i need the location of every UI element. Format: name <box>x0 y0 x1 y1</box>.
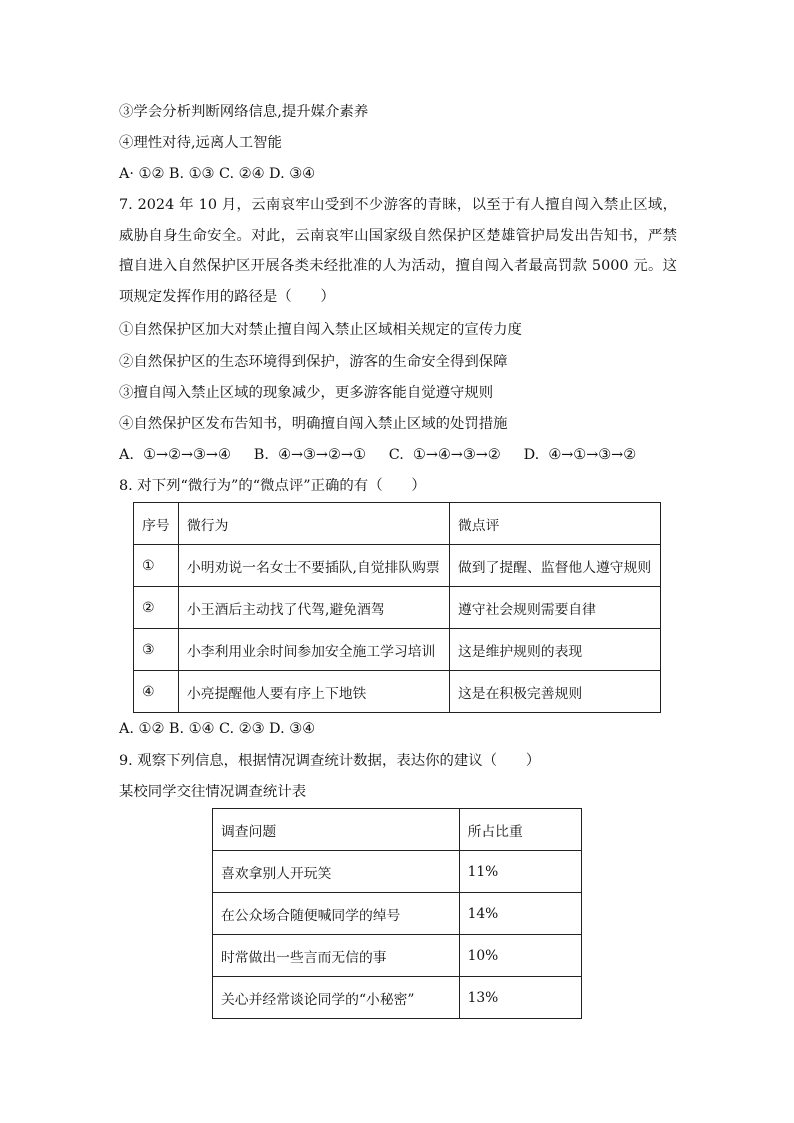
table-row <box>213 935 582 977</box>
q7-item-4: ④自然保护区发布告知书，明确擅自闯入禁止区域的处罚措施 <box>119 416 508 432</box>
table-row <box>134 629 661 671</box>
table-row <box>213 851 582 893</box>
q6-options: A· ①② B. ①③ C. ②④ D. ③④ <box>119 166 316 182</box>
q8-stem: 8. 对下列“微行为”的“微点评”正确的有（ ） <box>119 478 426 494</box>
table-cell: 关心并经常谈论同学的“小秘密” <box>213 977 460 1019</box>
q9-stem: 9. 观察下列信息，根据情况调查统计数据，表达你的建议（ ） <box>119 753 541 769</box>
q6-item-3: ③学会分析判断网络信息,提升媒介素养 <box>119 104 369 120</box>
table-header-cell: 所占比重 <box>459 809 581 851</box>
q6-item-4: ④理性对待,远离人工智能 <box>119 135 282 151</box>
table-cell: 14% <box>459 893 581 935</box>
q7-item-2: ②自然保护区的生态环境得到保护，游客的生命安全得到保障 <box>119 354 508 370</box>
table-header-cell: 调查问题 <box>213 809 460 851</box>
table-cell: 小李利用业余时间参加安全施工学习培训 <box>179 629 450 671</box>
table-row <box>213 893 582 935</box>
table-row <box>134 545 661 587</box>
table-cell: 喜欢拿别人开玩笑 <box>213 851 460 893</box>
q7-item-1: ①自然保护区加大对禁止擅自闯入禁止区域相关规定的宣传力度 <box>119 322 522 338</box>
table-cell: 做到了提醒、监督他人遵守规则 <box>450 545 661 587</box>
q8-options: A. ①② B. ①④ C. ②③ D. ③④ <box>119 721 316 737</box>
table-row <box>134 671 661 713</box>
table-cell: 13% <box>459 977 581 1019</box>
table-cell: ② <box>134 587 179 629</box>
table-header-cell: 微行为 <box>179 503 450 545</box>
table-row <box>213 977 582 1019</box>
table-cell: 10% <box>459 935 581 977</box>
q7-stem: 7. 2024 年 10 月，云南哀牢山受到不少游客的青睐，以至于有人擅自闯入禁止区域，威胁自身生命安全。对此，云南哀牢山国家级自然保护区楚雄管护局发出告知书，严禁擅自进入自然保护区开展各类未经批准的人为活动，擅自闯入者最高罚款 5000 元。这项规定发挥作用的路径是（ ） <box>119 197 677 305</box>
table-cell: ① <box>134 545 179 587</box>
table-cell: 小亮提醒他人要有序上下地铁 <box>179 671 450 713</box>
table-header-row <box>134 503 661 545</box>
table-cell: 小明劝说一名女士不要插队,自觉排队购票 <box>179 545 450 587</box>
table-row <box>134 587 661 629</box>
table-cell: ④ <box>134 671 179 713</box>
table-cell: 这是维护规则的表现 <box>450 629 661 671</box>
table-cell: 这是在积极完善规则 <box>450 671 661 713</box>
table-cell: ③ <box>134 629 179 671</box>
table-header-row <box>213 809 582 851</box>
q7-item-3: ③擅自闯入禁止区域的现象减少，更多游客能自觉遵守规则 <box>119 385 494 401</box>
table-cell: 在公众场合随便喊同学的绰号 <box>213 893 460 935</box>
table-header-cell: 微点评 <box>450 503 661 545</box>
table-header-cell: 序号 <box>134 503 179 545</box>
table-cell: 遵守社会规则需要自律 <box>450 587 661 629</box>
table-cell: 11% <box>459 851 581 893</box>
q8-table <box>133 502 661 713</box>
q9-table-title: 某校同学交往情况调查统计表 <box>119 784 307 800</box>
table-cell: 小王酒后主动找了代驾,避免酒驾 <box>179 587 450 629</box>
q7-options: A. ①→②→③→④ B. ④→③→②→① C. ①→④→③→② D. ④→①→③→② <box>119 447 637 463</box>
table-cell: 时常做出一些言而无信的事 <box>213 935 460 977</box>
q9-table <box>212 808 582 1019</box>
